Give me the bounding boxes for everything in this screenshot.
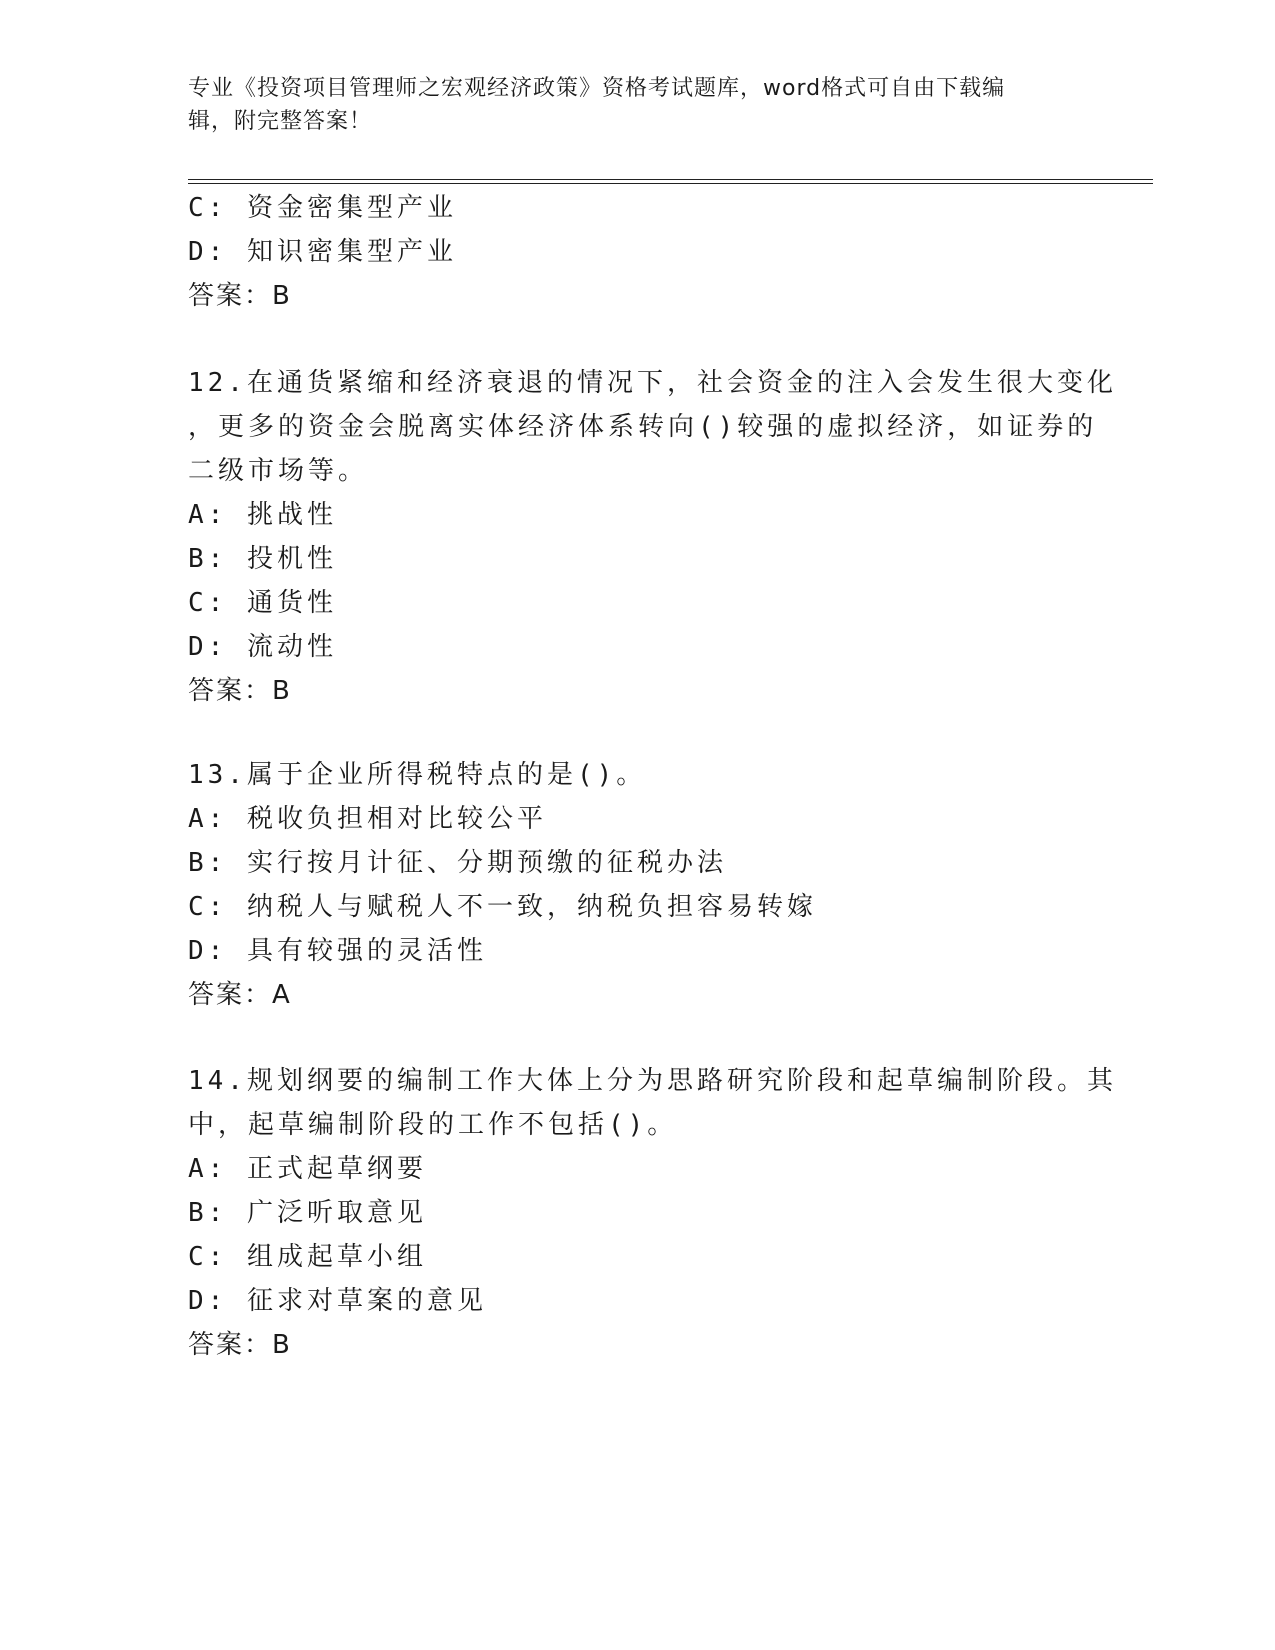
header-divider-top: [188, 179, 1153, 180]
q13-stem-line-1: 13.属于企业所得税特点的是()。: [188, 760, 647, 790]
q14-stem-line-2: 中，起草编制阶段的工作不包括()。: [188, 1110, 678, 1140]
q11-answer: 答案：B: [188, 281, 292, 311]
q14-answer: 答案：B: [188, 1330, 292, 1360]
q12-stem-line-3: 二级市场等。: [188, 456, 369, 486]
q12-option-a: A: 挑战性: [188, 500, 337, 530]
q12-option-b: B: 投机性: [188, 544, 337, 574]
header-divider-bottom: [188, 183, 1153, 184]
q13-option-c: C: 纳税人与赋税人不一致，纳税负担容易转嫁: [188, 892, 817, 922]
q13-option-b: B: 实行按月计征、分期预缴的征税办法: [188, 848, 727, 878]
q14-option-c: C: 组成起草小组: [188, 1242, 427, 1272]
q14-option-d: D: 征求对草案的意见: [188, 1286, 487, 1316]
q13-option-a: A: 税收负担相对比较公平: [188, 804, 547, 834]
q14-option-b: B: 广泛听取意见: [188, 1198, 427, 1228]
q12-answer: 答案：B: [188, 676, 292, 706]
q11-option-d: D: 知识密集型产业: [188, 237, 457, 267]
q11-option-c: C: 资金密集型产业: [188, 193, 457, 223]
q14-stem-line-1: 14.规划纲要的编制工作大体上分为思路研究阶段和起草编制阶段。其: [188, 1066, 1117, 1096]
q12-stem-line-1: 12.在通货紧缩和经济衰退的情况下，社会资金的注入会发生很大变化: [188, 368, 1117, 398]
q14-option-a: A: 正式起草纲要: [188, 1154, 427, 1184]
document-header: [188, 72, 1068, 138]
q13-option-d: D: 具有较强的灵活性: [188, 936, 487, 966]
header-line-2: 辑，附完整答案！: [188, 109, 373, 134]
header-line-1: 专业《投资项目管理师之宏观经济政策》资格考试题库，word格式可自由下载编: [188, 76, 1006, 101]
q12-stem-line-2: ，更多的资金会脱离实体经济体系转向()较强的虚拟经济，如证券的: [188, 412, 1098, 442]
q12-option-d: D: 流动性: [188, 632, 337, 662]
q12-option-c: C: 通货性: [188, 588, 337, 618]
q13-answer: 答案：A: [188, 980, 292, 1010]
